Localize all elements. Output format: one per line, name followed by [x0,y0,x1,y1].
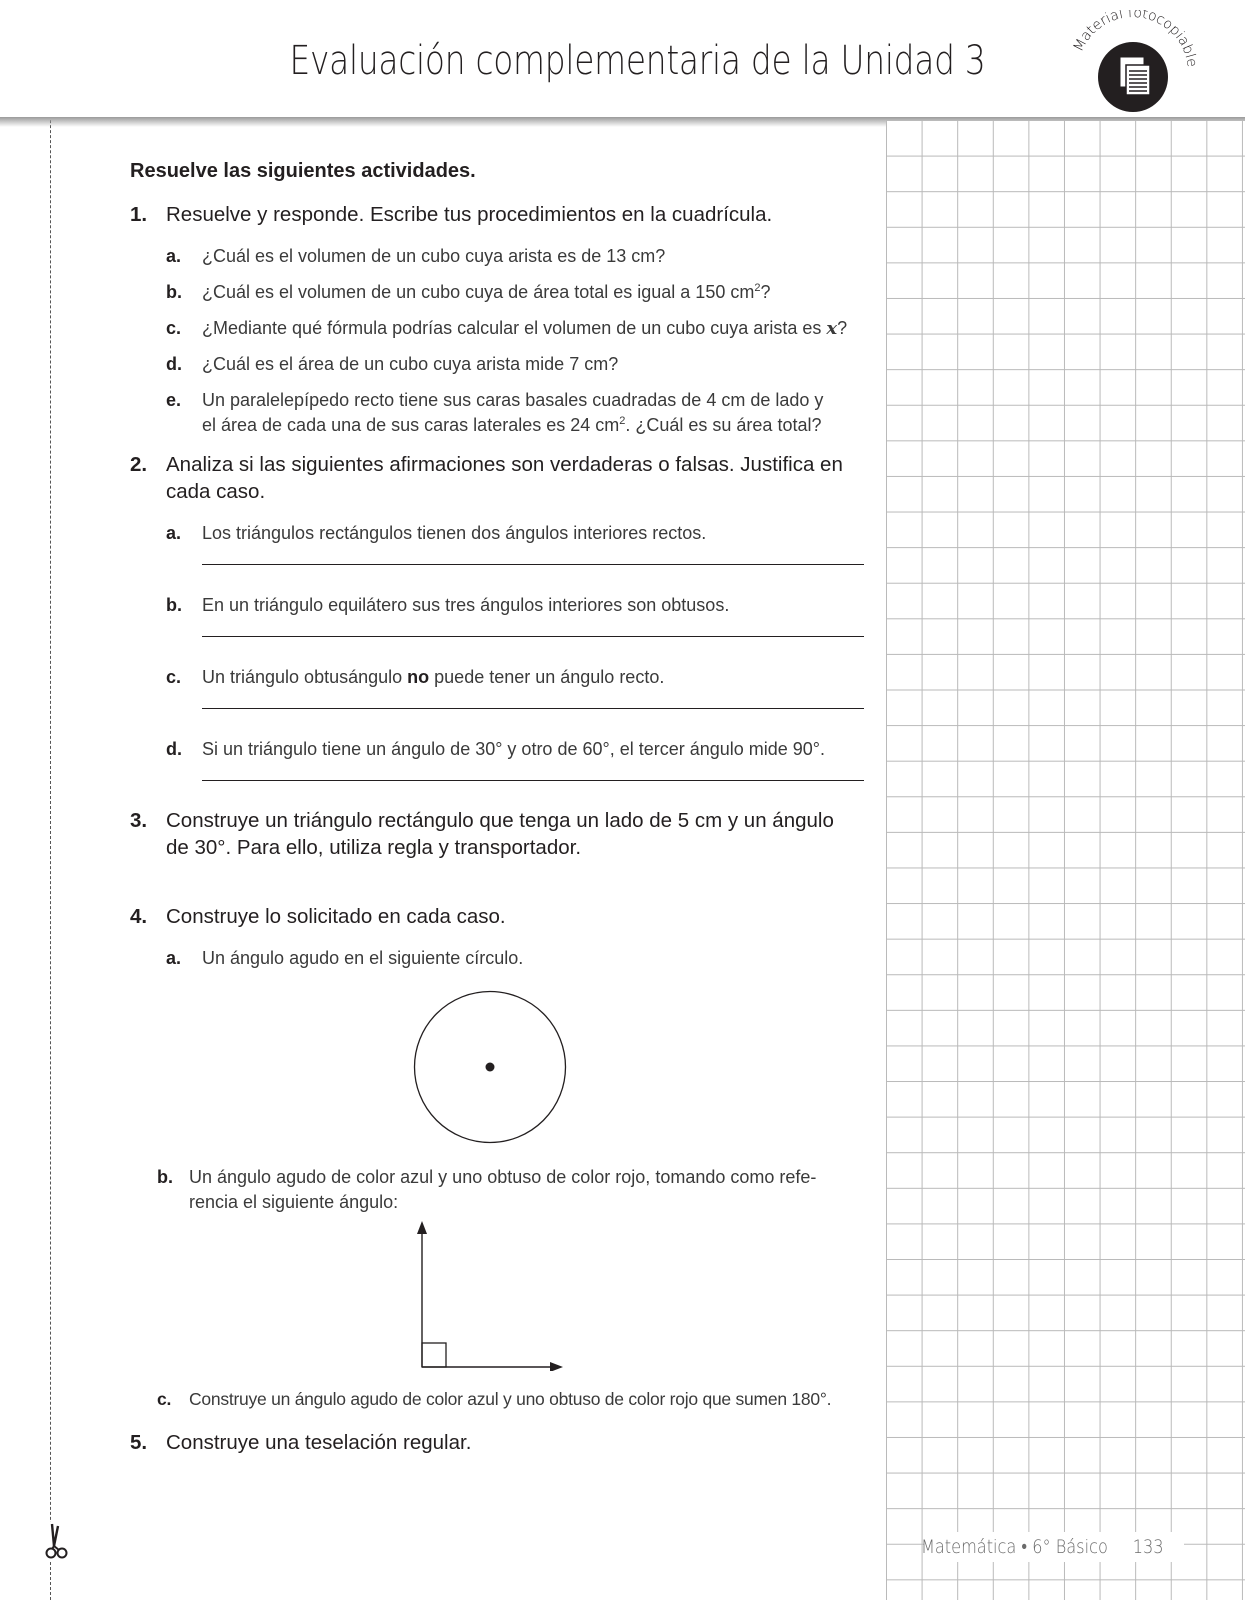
item-letter: c. [166,318,182,338]
question-text: Construye una teselación regular. [166,1431,472,1454]
question-1e [130,388,872,438]
page-title: Evaluación complementaria de la Unidad 3 [289,38,986,84]
footer-subject: Matemática • 6° Básico [920,1535,1108,1558]
page-footer [920,1532,1184,1562]
item-text: Un triángulo obtusángulo [202,667,408,687]
question-5 [130,1429,872,1456]
item-letter: a. [166,948,182,968]
item-text: ¿Cuál es el volumen de un cubo cuya de área total es igual a 150 cm [202,282,755,302]
item-text-end: . ¿Cuál es su área total? [625,415,822,435]
circle-figure[interactable] [412,989,568,1145]
question-2d [130,737,872,762]
item-letter: c. [166,667,182,687]
right-angle-figure[interactable] [410,1219,570,1371]
question-1 [130,201,872,228]
badge-text: Material fotocopiable [1070,10,1198,69]
question-2c [130,665,872,690]
question-1b [130,280,872,305]
item-letter: b. [166,595,182,615]
item-text: Construye un ángulo agudo de color azul y uno obtuso de color rojo que sumen 180°. [189,1389,832,1409]
item-text: Si un triángulo tiene un ángulo de 30° y otro de 60°, el tercer ángulo mide 90°. [202,739,826,759]
item-text-end: puede tener un ángulo recto. [429,667,665,687]
question-text-line-1: Construye un triángulo rectángulo que tenga un lado de 5 cm y un ángulo [166,809,834,832]
item-letter: c. [157,1389,172,1409]
cut-line [50,0,51,1600]
question-number: 4. [130,905,148,928]
question-4 [130,903,872,930]
question-number: 5. [130,1431,148,1454]
item-letter: b. [166,282,182,302]
question-number: 1. [130,203,148,226]
item-text: Los triángulos rectángulos tienen dos ángulos interiores rectos. [202,523,707,543]
question-4a [130,946,872,971]
item-text-end: ? [837,318,848,338]
question-1c [130,316,872,341]
question-text-line-2: de 30°. Para ello, utiliza regla y transportador. [166,836,582,859]
question-3 [130,807,872,861]
question-2b [130,593,872,618]
instruction: Resuelve las siguientes actividades. [130,160,476,182]
worksheet-content [130,160,872,1456]
item-letter: a. [166,523,182,543]
right-angle-figure-area [130,1215,872,1375]
item-letter: d. [166,354,182,374]
item-letter: d. [166,739,182,759]
scissors-icon [44,1522,74,1562]
item-text: En un triángulo equilátero sus tres ángulos interiores son obtusos. [202,595,730,615]
page-number: 133 [1132,1536,1164,1558]
circle-figure-area [130,971,872,1165]
question-text-line-2: cada caso. [166,480,266,503]
superscript: 2 [754,282,761,294]
working-grid [886,120,1245,1600]
question-text-line-1: Analiza si las siguientes afirmaciones son verdaderas o falsas. Justifica en [166,453,843,476]
item-text: Un ángulo agudo en el siguiente círculo. [202,948,524,968]
question-1a [130,244,872,269]
item-text: ¿Mediante qué fórmula podrías calcular el volumen de un cubo cuya arista es [202,318,827,338]
question-2a [130,521,872,546]
question-4c [130,1387,872,1412]
item-letter: b. [157,1167,173,1187]
item-text: ¿Cuál es el área de un cubo cuya arista mide 7 cm? [202,354,619,374]
emphasis: no [407,667,430,687]
page-header [0,0,1245,120]
question-text: Construye lo solicitado en cada caso. [166,905,506,928]
question-1d [130,352,872,377]
item-text: ¿Cuál es el volumen de un cubo cuya arista es de 13 cm? [202,246,666,266]
item-text-end: ? [760,282,771,302]
item-text-line-2: rencia el siguiente ángulo: [189,1192,399,1212]
question-number: 3. [130,809,148,832]
question-4b [130,1165,872,1215]
item-letter: e. [166,390,182,410]
question-text: Resuelve y responde. Escribe tus procedimientos en la cuadrícula. [166,203,773,226]
item-text-line-2: el área de cada una de sus caras laterales es 24 cm [202,415,620,435]
superscript: 2 [619,415,626,427]
item-letter: a. [166,246,182,266]
item-text-line-1: Un paralelepípedo recto tiene sus caras basales cuadradas de 4 cm de lado y [202,390,824,410]
item-text-line-1: Un ángulo agudo de color azul y uno obtuso de color rojo, tomando como refe- [189,1167,817,1187]
variable: x [826,318,838,339]
photocopiable-badge [1068,10,1198,120]
question-number: 2. [130,453,148,476]
question-2 [130,451,872,505]
